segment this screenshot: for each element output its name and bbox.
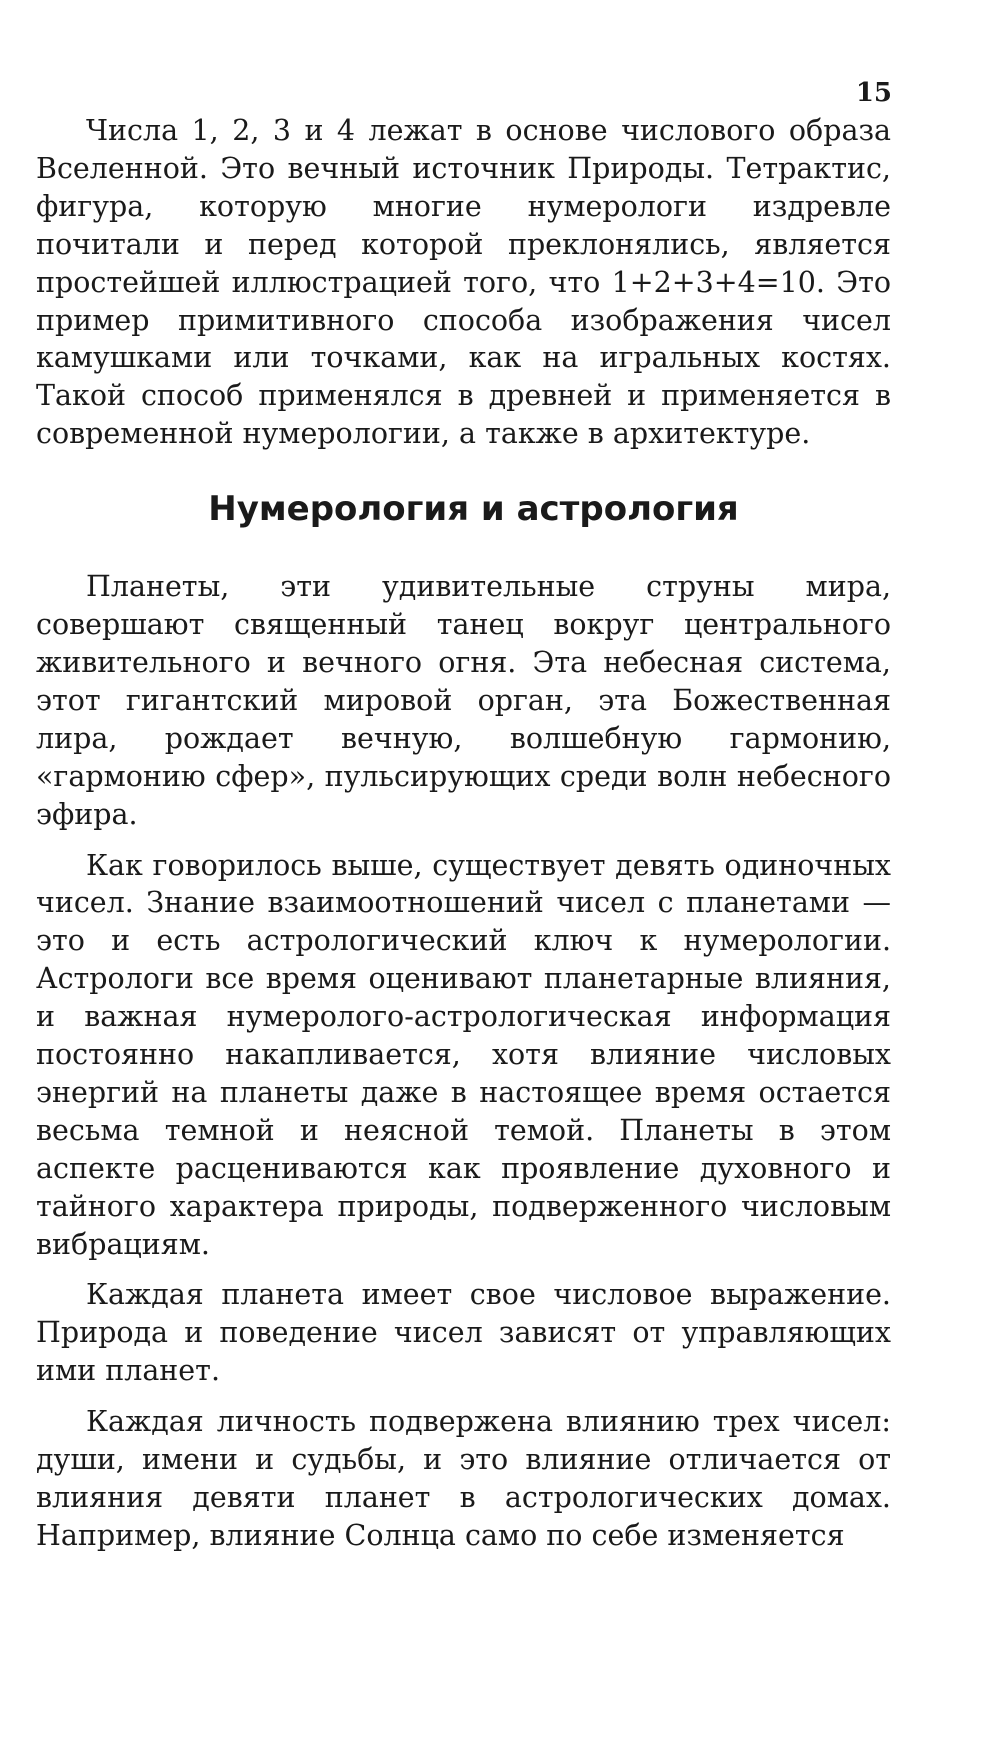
body-paragraph: Планеты, эти удивительные струны мира, совершают священный танец вокруг центрального живительного и вечного огня. Эта небесная система, этот гигантский мировой орган, эта Божественная лира, рождает вечную, волшебную гармонию, «гармонию сфер», пульсирующих среди волн небесного эфира.	[36, 570, 891, 831]
body-paragraph: Каждая планета имеет свое числовое выражение. Природа и поведение чисел зависят от управляющих ими планет.	[36, 1278, 891, 1388]
intro-paragraph: Числа 1, 2, 3 и 4 лежат в основе числового образа Вселенной. Это вечный источник Природы. Тетрактис, фигура, которую многие нумерологи издревле почитали и перед которой преклонялись, является простейшей иллюстрацией того, что 1+2+3+4=10. Это пример примитивного способа изображения чисел камушками или точками, как на игральных костях. Такой способ применялся в древней и применяется в современной нумерологии, а также в архитектуре.	[36, 114, 891, 451]
body-paragraph: Как говорилось выше, существует девять одиночных чисел. Знание взаимоотношений чисел с планетами — это и есть астрологический ключ к нумерологии. Астрологи все время оценивают планетарные влияния, и важная нумеролого-астрологическая информация постоянно накапливается, хотя влияние числовых энергий на планеты даже в настоящее время остается весьма темной и неясной темой. Планеты в этом аспекте расцениваются как проявление духовного и тайного характера природы, подверженного числовым вибрациям.	[36, 848, 891, 1261]
section-heading: Нумерология и астрология	[208, 489, 739, 530]
body-paragraph: Каждая личность подвержена влиянию трех чисел: души, имени и судьбы, и это влияние отличается от влияния девяти планет в астрологических домах. Например, влияние Солнца само по себе изменяется	[36, 1405, 891, 1552]
page-content	[36, 112, 891, 1555]
page-number: 15	[855, 78, 892, 108]
